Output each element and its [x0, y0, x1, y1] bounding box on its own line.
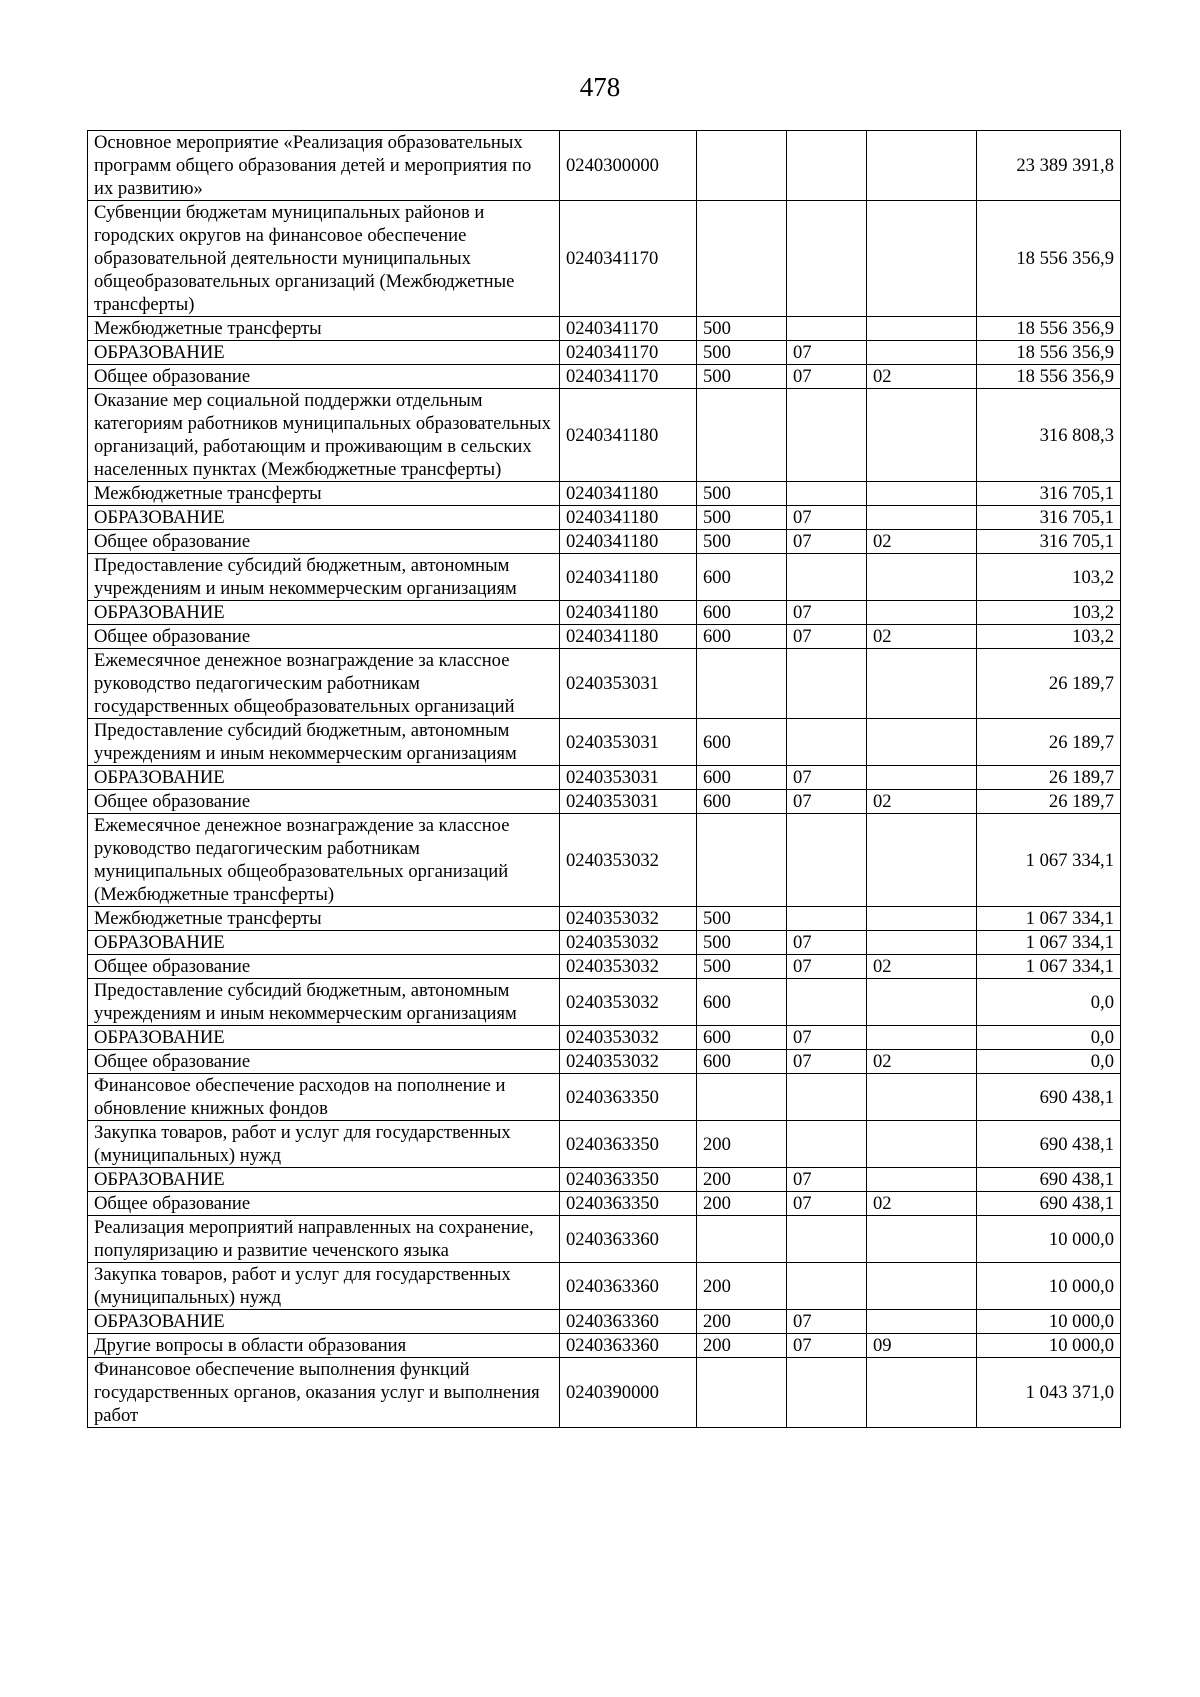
- amount-cell: 0,0: [977, 1050, 1121, 1074]
- subsection-cell: [867, 766, 977, 790]
- target-article-cell: 0240363350: [560, 1168, 697, 1192]
- table-row: [88, 482, 1121, 506]
- target-article-cell: 0240341180: [560, 506, 697, 530]
- amount-cell: 1 043 371,0: [977, 1358, 1121, 1428]
- table-row: [88, 1074, 1121, 1121]
- subsection-cell: [867, 1026, 977, 1050]
- expense-name-cell: Предоставление субсидий бюджетным, автономным учреждениям и иным некоммерческим организациям: [88, 719, 560, 766]
- amount-cell: 18 556 356,9: [977, 201, 1121, 317]
- table-row: [88, 649, 1121, 719]
- expense-name-cell: Общее образование: [88, 625, 560, 649]
- table-row: [88, 719, 1121, 766]
- expense-name-cell: ОБРАЗОВАНИЕ: [88, 1168, 560, 1192]
- table-row: [88, 1263, 1121, 1310]
- amount-cell: 26 189,7: [977, 719, 1121, 766]
- page-number: 478: [579, 72, 621, 102]
- expense-type-cell: 500: [697, 530, 787, 554]
- expense-type-cell: 600: [697, 1026, 787, 1050]
- expense-name-cell: Финансовое обеспечение выполнения функций государственных органов, оказания услуг и выполнения работ: [88, 1358, 560, 1428]
- amount-cell: 1 067 334,1: [977, 907, 1121, 931]
- target-article-cell: 0240353032: [560, 1026, 697, 1050]
- expense-type-cell: [697, 1358, 787, 1428]
- expense-name-cell: Общее образование: [88, 1192, 560, 1216]
- table-row: [88, 1216, 1121, 1263]
- expense-name-cell: Закупка товаров, работ и услуг для государственных (муниципальных) нужд: [88, 1263, 560, 1310]
- table-row: [88, 601, 1121, 625]
- amount-cell: 316 808,3: [977, 389, 1121, 482]
- target-article-cell: 0240353032: [560, 1050, 697, 1074]
- expense-name-cell: Межбюджетные трансферты: [88, 482, 560, 506]
- table-row: [88, 317, 1121, 341]
- table-row: [88, 506, 1121, 530]
- section-cell: [787, 317, 867, 341]
- target-article-cell: 0240363350: [560, 1074, 697, 1121]
- amount-cell: 18 556 356,9: [977, 317, 1121, 341]
- subsection-cell: [867, 1121, 977, 1168]
- target-article-cell: 0240341170: [560, 317, 697, 341]
- subsection-cell: [867, 341, 977, 365]
- expense-name-cell: ОБРАЗОВАНИЕ: [88, 341, 560, 365]
- section-cell: [787, 649, 867, 719]
- expense-type-cell: 200: [697, 1168, 787, 1192]
- target-article-cell: 0240363360: [560, 1310, 697, 1334]
- expense-name-cell: Оказание мер социальной поддержки отдельным категориям работников муниципальных образовательных организаций, работающим и проживающим в сельских населенных пунктах (Межбюджетные трансферты): [88, 389, 560, 482]
- section-cell: 07: [787, 601, 867, 625]
- target-article-cell: 0240353031: [560, 766, 697, 790]
- section-cell: 07: [787, 365, 867, 389]
- expense-name-cell: ОБРАЗОВАНИЕ: [88, 1310, 560, 1334]
- expense-type-cell: 600: [697, 766, 787, 790]
- amount-cell: 103,2: [977, 554, 1121, 601]
- section-cell: 07: [787, 506, 867, 530]
- expense-name-cell: Предоставление субсидий бюджетным, автономным учреждениям и иным некоммерческим организациям: [88, 979, 560, 1026]
- section-cell: 07: [787, 955, 867, 979]
- subsection-cell: 02: [867, 530, 977, 554]
- section-cell: [787, 1074, 867, 1121]
- target-article-cell: 0240353032: [560, 931, 697, 955]
- amount-cell: 690 438,1: [977, 1168, 1121, 1192]
- target-article-cell: 0240353032: [560, 955, 697, 979]
- section-cell: [787, 389, 867, 482]
- expense-type-cell: 600: [697, 601, 787, 625]
- section-cell: 07: [787, 931, 867, 955]
- expense-type-cell: 600: [697, 1050, 787, 1074]
- section-cell: [787, 1263, 867, 1310]
- table-row: [88, 907, 1121, 931]
- table-row: [88, 341, 1121, 365]
- expense-name-cell: Межбюджетные трансферты: [88, 907, 560, 931]
- table-row: [88, 1026, 1121, 1050]
- expense-name-cell: Общее образование: [88, 790, 560, 814]
- subsection-cell: [867, 1168, 977, 1192]
- subsection-cell: 02: [867, 1050, 977, 1074]
- expense-type-cell: 200: [697, 1334, 787, 1358]
- expense-type-cell: 600: [697, 790, 787, 814]
- target-article-cell: 0240341170: [560, 365, 697, 389]
- target-article-cell: 0240341180: [560, 389, 697, 482]
- subsection-cell: [867, 1216, 977, 1263]
- amount-cell: 10 000,0: [977, 1310, 1121, 1334]
- expense-name-cell: Общее образование: [88, 530, 560, 554]
- target-article-cell: 0240341180: [560, 554, 697, 601]
- expense-name-cell: Межбюджетные трансферты: [88, 317, 560, 341]
- expense-type-cell: [697, 1074, 787, 1121]
- amount-cell: 18 556 356,9: [977, 341, 1121, 365]
- table-row: [88, 389, 1121, 482]
- section-cell: 07: [787, 1310, 867, 1334]
- subsection-cell: 02: [867, 955, 977, 979]
- table-row: [88, 554, 1121, 601]
- table-body: [88, 131, 1121, 1428]
- expense-name-cell: ОБРАЗОВАНИЕ: [88, 766, 560, 790]
- amount-cell: 690 438,1: [977, 1121, 1121, 1168]
- table-row: [88, 530, 1121, 554]
- table-row: [88, 1168, 1121, 1192]
- amount-cell: 690 438,1: [977, 1074, 1121, 1121]
- budget-table: [87, 130, 1121, 1428]
- section-cell: 07: [787, 766, 867, 790]
- expense-type-cell: 200: [697, 1121, 787, 1168]
- amount-cell: 26 189,7: [977, 649, 1121, 719]
- expense-name-cell: ОБРАЗОВАНИЕ: [88, 1026, 560, 1050]
- table-row: [88, 201, 1121, 317]
- expense-name-cell: Другие вопросы в области образования: [88, 1334, 560, 1358]
- section-cell: 07: [787, 1334, 867, 1358]
- table-row: [88, 790, 1121, 814]
- subsection-cell: [867, 1263, 977, 1310]
- target-article-cell: 0240353031: [560, 719, 697, 766]
- table-row: [88, 1358, 1121, 1428]
- subsection-cell: [867, 979, 977, 1026]
- amount-cell: 26 189,7: [977, 790, 1121, 814]
- section-cell: [787, 1358, 867, 1428]
- section-cell: [787, 719, 867, 766]
- subsection-cell: [867, 482, 977, 506]
- subsection-cell: [867, 389, 977, 482]
- subsection-cell: [867, 1358, 977, 1428]
- section-cell: [787, 554, 867, 601]
- table-row: [88, 131, 1121, 201]
- target-article-cell: 0240353031: [560, 649, 697, 719]
- target-article-cell: 0240300000: [560, 131, 697, 201]
- expense-type-cell: [697, 649, 787, 719]
- subsection-cell: [867, 907, 977, 931]
- section-cell: [787, 1216, 867, 1263]
- subsection-cell: [867, 131, 977, 201]
- table-row: [88, 1050, 1121, 1074]
- subsection-cell: [867, 506, 977, 530]
- subsection-cell: [867, 649, 977, 719]
- expense-type-cell: 500: [697, 341, 787, 365]
- expense-name-cell: Общее образование: [88, 955, 560, 979]
- subsection-cell: [867, 601, 977, 625]
- expense-type-cell: 500: [697, 907, 787, 931]
- expense-name-cell: Предоставление субсидий бюджетным, автономным учреждениям и иным некоммерческим организациям: [88, 554, 560, 601]
- expense-type-cell: [697, 389, 787, 482]
- subsection-cell: [867, 814, 977, 907]
- table-row: [88, 766, 1121, 790]
- subsection-cell: 02: [867, 625, 977, 649]
- section-cell: 07: [787, 341, 867, 365]
- subsection-cell: [867, 719, 977, 766]
- section-cell: 07: [787, 1168, 867, 1192]
- target-article-cell: 0240353032: [560, 979, 697, 1026]
- target-article-cell: 0240341170: [560, 341, 697, 365]
- expense-type-cell: 500: [697, 317, 787, 341]
- amount-cell: 1 067 334,1: [977, 814, 1121, 907]
- subsection-cell: [867, 1074, 977, 1121]
- expense-name-cell: Реализация мероприятий направленных на сохранение, популяризацию и развитие чеченского языка: [88, 1216, 560, 1263]
- amount-cell: 18 556 356,9: [977, 365, 1121, 389]
- section-cell: 07: [787, 1192, 867, 1216]
- target-article-cell: 0240363360: [560, 1334, 697, 1358]
- expense-name-cell: ОБРАЗОВАНИЕ: [88, 931, 560, 955]
- target-article-cell: 0240363360: [560, 1263, 697, 1310]
- table-row: [88, 931, 1121, 955]
- section-cell: 07: [787, 530, 867, 554]
- section-cell: [787, 1121, 867, 1168]
- expense-name-cell: Общее образование: [88, 365, 560, 389]
- expense-type-cell: 500: [697, 482, 787, 506]
- expense-type-cell: 200: [697, 1192, 787, 1216]
- target-article-cell: 0240363350: [560, 1121, 697, 1168]
- subsection-cell: 02: [867, 1192, 977, 1216]
- expense-type-cell: 600: [697, 979, 787, 1026]
- expense-name-cell: Закупка товаров, работ и услуг для государственных (муниципальных) нужд: [88, 1121, 560, 1168]
- section-cell: [787, 201, 867, 317]
- section-cell: [787, 814, 867, 907]
- subsection-cell: [867, 1310, 977, 1334]
- expense-type-cell: 600: [697, 554, 787, 601]
- target-article-cell: 0240363360: [560, 1216, 697, 1263]
- target-article-cell: 0240341170: [560, 201, 697, 317]
- subsection-cell: 09: [867, 1334, 977, 1358]
- amount-cell: 316 705,1: [977, 482, 1121, 506]
- table-row: [88, 955, 1121, 979]
- expense-name-cell: Финансовое обеспечение расходов на пополнение и обновление книжных фондов: [88, 1074, 560, 1121]
- section-cell: [787, 482, 867, 506]
- amount-cell: 103,2: [977, 625, 1121, 649]
- expense-type-cell: 600: [697, 625, 787, 649]
- amount-cell: 0,0: [977, 979, 1121, 1026]
- expense-type-cell: [697, 201, 787, 317]
- expense-type-cell: 500: [697, 506, 787, 530]
- amount-cell: 10 000,0: [977, 1216, 1121, 1263]
- expense-name-cell: Ежемесячное денежное вознаграждение за классное руководство педагогическим работникам государственных общеобразовательных организаций: [88, 649, 560, 719]
- expense-name-cell: Ежемесячное денежное вознаграждение за классное руководство педагогическим работникам муниципальных общеобразовательных организаций (Межбюджетные трансферты): [88, 814, 560, 907]
- subsection-cell: [867, 554, 977, 601]
- expense-name-cell: ОБРАЗОВАНИЕ: [88, 601, 560, 625]
- table-row: [88, 979, 1121, 1026]
- target-article-cell: 0240390000: [560, 1358, 697, 1428]
- expense-type-cell: [697, 814, 787, 907]
- target-article-cell: 0240353032: [560, 907, 697, 931]
- expense-type-cell: 600: [697, 719, 787, 766]
- section-cell: 07: [787, 1050, 867, 1074]
- subsection-cell: [867, 317, 977, 341]
- subsection-cell: 02: [867, 365, 977, 389]
- target-article-cell: 0240341180: [560, 530, 697, 554]
- subsection-cell: [867, 931, 977, 955]
- amount-cell: 10 000,0: [977, 1334, 1121, 1358]
- amount-cell: 26 189,7: [977, 766, 1121, 790]
- expense-type-cell: 500: [697, 955, 787, 979]
- section-cell: [787, 979, 867, 1026]
- target-article-cell: 0240341180: [560, 482, 697, 506]
- subsection-cell: [867, 201, 977, 317]
- section-cell: [787, 131, 867, 201]
- section-cell: 07: [787, 790, 867, 814]
- section-cell: 07: [787, 625, 867, 649]
- expense-type-cell: 200: [697, 1263, 787, 1310]
- expense-name-cell: Общее образование: [88, 1050, 560, 1074]
- amount-cell: 690 438,1: [977, 1192, 1121, 1216]
- expense-name-cell: Основное мероприятие «Реализация образовательных программ общего образования детей и мероприятия по их развитию»: [88, 131, 560, 201]
- amount-cell: 1 067 334,1: [977, 931, 1121, 955]
- target-article-cell: 0240341180: [560, 625, 697, 649]
- section-cell: [787, 907, 867, 931]
- target-article-cell: 0240353031: [560, 790, 697, 814]
- section-cell: 07: [787, 1026, 867, 1050]
- expense-type-cell: [697, 131, 787, 201]
- amount-cell: 103,2: [977, 601, 1121, 625]
- target-article-cell: 0240363350: [560, 1192, 697, 1216]
- table-row: [88, 1121, 1121, 1168]
- table-row: [88, 1310, 1121, 1334]
- target-article-cell: 0240341180: [560, 601, 697, 625]
- table-row: [88, 1192, 1121, 1216]
- expense-type-cell: [697, 1216, 787, 1263]
- table-row: [88, 1334, 1121, 1358]
- expense-type-cell: 500: [697, 365, 787, 389]
- amount-cell: 316 705,1: [977, 530, 1121, 554]
- expense-name-cell: Субвенции бюджетам муниципальных районов и городских округов на финансовое обеспечение образовательной деятельности муниципальных общеобразовательных организаций (Межбюджетные трансферты): [88, 201, 560, 317]
- expense-type-cell: 500: [697, 931, 787, 955]
- amount-cell: 10 000,0: [977, 1263, 1121, 1310]
- amount-cell: 1 067 334,1: [977, 955, 1121, 979]
- expense-name-cell: ОБРАЗОВАНИЕ: [88, 506, 560, 530]
- amount-cell: 23 389 391,8: [977, 131, 1121, 201]
- subsection-cell: 02: [867, 790, 977, 814]
- amount-cell: 316 705,1: [977, 506, 1121, 530]
- table-row: [88, 365, 1121, 389]
- expense-type-cell: 200: [697, 1310, 787, 1334]
- target-article-cell: 0240353032: [560, 814, 697, 907]
- table-row: [88, 814, 1121, 907]
- amount-cell: 0,0: [977, 1026, 1121, 1050]
- table-row: [88, 625, 1121, 649]
